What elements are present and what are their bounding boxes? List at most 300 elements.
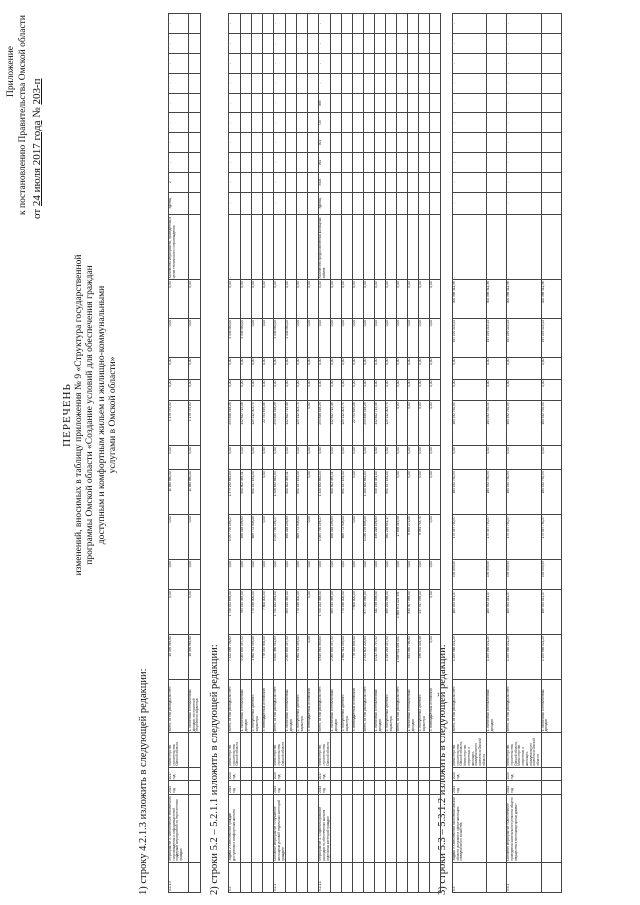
table-cell [297, 781, 308, 795]
table-cell [297, 192, 308, 214]
table-cell: - [229, 113, 241, 133]
table-cell [286, 113, 297, 133]
table-cell [241, 192, 252, 214]
table-cell [408, 192, 419, 214]
table-cell: 0,00 [342, 560, 353, 590]
table-cell: - [169, 14, 189, 34]
table-cell: 184 932 750,54 [507, 470, 541, 515]
table-cell: 830 307 988,00 [408, 590, 419, 635]
table-cell: 0,00 [453, 357, 487, 379]
table-cell [419, 794, 430, 862]
table-cell [286, 214, 297, 280]
table-cell: 2020 год [507, 767, 541, 781]
table-cell: - [229, 214, 241, 280]
table-cell: 0,00 [453, 379, 487, 401]
table-cell: 11 680 880,00 [189, 470, 201, 515]
table-cell [241, 214, 252, 280]
resolution-number: 203-п [31, 78, 43, 105]
table-cell: 139 593,55 [541, 560, 561, 590]
table-cell: 0,00 [342, 379, 353, 401]
table-cell: 129 212 003,74 [386, 401, 397, 446]
table-row [487, 14, 507, 893]
table-cell: 165 992 041,07 [453, 590, 487, 635]
table-cell [364, 73, 375, 93]
table-cell: 668 772 508,00 [297, 515, 308, 560]
table-cell [397, 733, 408, 767]
table-cell: 0,00 [274, 560, 286, 590]
table-cell [419, 172, 430, 192]
table-cell: Мероприятие 3. Обеспечение технического сопровождения и информационной поддержки мероприятий по переселению граждан [169, 794, 189, 862]
table-cell [541, 214, 561, 280]
table-cell: 179 457 750,57 [453, 515, 487, 560]
table-cell: - [274, 113, 286, 133]
table-cell: 139 593,55 [453, 560, 487, 590]
table-cell [487, 172, 507, 192]
table-cell [353, 733, 364, 767]
table-cell: 0,00 [308, 515, 319, 560]
table-cell: 0,00 [286, 280, 297, 319]
table-cell: 4 446 960,00 [274, 318, 286, 357]
table-cell: 0,00 [430, 401, 441, 446]
table-cell [397, 192, 408, 214]
table-cell: 465 250 968,00 [386, 590, 397, 635]
table-cell [263, 34, 274, 54]
table-cell: 778 432 834,00 [263, 635, 274, 680]
table-cell: 0,00 [408, 379, 419, 401]
table-cell: 0,00 [241, 446, 252, 470]
table-cell [308, 862, 319, 892]
table-cell: 1 259 966 921,29 [487, 635, 507, 680]
table-cell: 0,00 [263, 470, 274, 515]
table-cell: 0,00 [397, 470, 408, 515]
table-cell [297, 93, 308, 113]
table-cell [308, 73, 319, 93]
table-cell: 1 099 790 156,27 [274, 515, 286, 560]
table-cell: 3. внебюджетных источников [263, 680, 274, 733]
table-cell: Количество предоставленных жилищных займов [319, 214, 331, 280]
table-cell: 2 331 603 205,84 [364, 635, 375, 680]
table-cell [342, 14, 353, 34]
table-cell [430, 113, 441, 133]
table-cell: 167 059 215,24 [487, 318, 507, 357]
table-cell: 142 842 715,48 [241, 401, 252, 446]
table-cell: 1 328 632 662,04 [274, 470, 286, 515]
table-cell: 466 018 196,83 [286, 515, 297, 560]
table-cell: 179 457 750,57 [541, 515, 561, 560]
table-cell: 0,00 [169, 357, 189, 379]
table-cell [241, 172, 252, 192]
table-cell [419, 14, 430, 34]
table-cell [419, 733, 430, 767]
table-cell [353, 73, 364, 93]
table-cell [286, 34, 297, 54]
table-cell [308, 53, 319, 73]
table-cell [331, 781, 342, 795]
table-cell [308, 172, 319, 192]
table-cell: - [453, 53, 487, 73]
table-cell [342, 214, 353, 280]
table-cell: 0,00 [263, 515, 274, 560]
section-2-label: 2) строки 5.2 – 5.2.1.1 изложить в следующей редакции: [209, 644, 220, 895]
table-cell [297, 113, 308, 133]
table-cell [487, 14, 507, 34]
table-cell: 4 446 960,00 [286, 318, 297, 357]
table-cell: 1. налоговых и неналоговых доходов [286, 680, 297, 733]
table-cell: 237 517 958,00 [419, 590, 430, 635]
table-cell: 0,00 [541, 357, 561, 379]
table-cell: 0,00 [263, 446, 274, 470]
table-cell: 0,00 [169, 318, 189, 357]
table-cell: - [453, 34, 487, 54]
table-cell: 0,00 [169, 446, 189, 470]
table-cell [263, 113, 274, 133]
table-cell: 0,00 [241, 560, 252, 590]
table-cell: 0,00 [286, 357, 297, 379]
table-cell: 0,00 [252, 318, 263, 357]
table-cell: 165 992 041,07 [541, 590, 561, 635]
table-cell [408, 153, 419, 173]
section-3-label: 3) строки 5.3 – 5.3.1.2 изложить в следующей редакции: [437, 644, 448, 895]
table-cell: 0,00 [319, 560, 331, 590]
table-cell: 0,00 [430, 379, 441, 401]
table-cell [541, 862, 561, 892]
table-cell [342, 767, 353, 781]
table-cell: - [169, 133, 189, 153]
table-cell [430, 14, 441, 34]
table-cell: 300 388 311,36 [507, 280, 541, 319]
table-cell [331, 133, 342, 153]
table-cell: 0,00 [430, 515, 441, 560]
table-cell: 0,00 [319, 357, 331, 379]
table-cell [375, 14, 386, 34]
table-cell [408, 862, 419, 892]
table-cell [430, 153, 441, 173]
table-cell [430, 133, 441, 153]
table-cell [487, 214, 507, 280]
table-cell: - [453, 153, 487, 173]
table-cell [375, 733, 386, 767]
table-cell [286, 767, 297, 781]
table-cell: - [274, 93, 286, 113]
table-cell: 184 932 750,54 [487, 470, 507, 515]
table-cell: 0,00 [189, 590, 201, 635]
table-cell [397, 862, 408, 892]
table-cell [397, 781, 408, 795]
table-cell: - [507, 14, 541, 34]
table-cell: 2014 год [319, 781, 331, 795]
table-cell [331, 172, 342, 192]
table-cell [364, 214, 375, 280]
table-cell [297, 767, 308, 781]
table-cell [263, 153, 274, 173]
table-cell: 1 036 276 838,00 [364, 515, 375, 560]
table-cell: 0,00 [241, 379, 252, 401]
table-cell: 0,00 [453, 446, 487, 470]
table-cell: 411 758 998,00 [375, 590, 386, 635]
table-cell [189, 93, 201, 113]
table-cell [252, 781, 263, 795]
table-cell [297, 214, 308, 280]
table-cell [241, 113, 252, 133]
table-cell: 1 908 911 081 051 [397, 635, 408, 680]
table-cell [286, 53, 297, 73]
table-cell [189, 53, 201, 73]
title-line: ПЕРЕЧЕНЬ [61, 383, 73, 447]
table-cell: 0,00 [274, 357, 286, 379]
table-cell [487, 192, 507, 214]
table-cell: 1. налоговых и неналоговых доходов, поступлений нецелевого характера [189, 680, 201, 733]
table-cell [308, 781, 319, 795]
table-cell [375, 73, 386, 93]
table-cell [342, 794, 353, 862]
table-cell: - [169, 113, 189, 133]
table-cell: 139 593,55 [487, 560, 507, 590]
table-cell: 0,00 [419, 470, 430, 515]
table-cell [189, 192, 201, 214]
table-cell: единиц [169, 192, 189, 214]
table-cell [353, 794, 364, 862]
table-cell: 0,00 [408, 357, 419, 379]
table-cell: 0,00 [308, 446, 319, 470]
table-cell: 0,00 [252, 357, 263, 379]
table-cell: 0,00 [308, 401, 319, 446]
table-cell [189, 172, 201, 192]
table-row [397, 14, 408, 893]
table-cell: - [453, 214, 487, 280]
table-cell [189, 73, 201, 93]
table-cell: 184 932 750,54 [541, 401, 561, 446]
table-cell [364, 133, 375, 153]
table-cell [375, 34, 386, 54]
table-cell [297, 862, 308, 892]
table-cell [364, 781, 375, 795]
table-cell [331, 214, 342, 280]
table-cell: 0,00 [364, 379, 375, 401]
table-cell: 129 212 003,74 [297, 401, 308, 446]
table-cell: 0,00 [419, 560, 430, 590]
table-cell [189, 214, 201, 280]
table-cell: 0,00 [430, 470, 441, 515]
table-cell [353, 14, 364, 34]
table-cell [342, 113, 353, 133]
table-cell [408, 53, 419, 73]
table-cell: - [274, 14, 286, 34]
table-cell: - [453, 73, 487, 93]
table-cell: 139 593,55 [507, 560, 541, 590]
table-row [331, 14, 342, 893]
table-cell: Министерство строительства Омской области [274, 733, 286, 767]
table-cell: 0,00 [408, 470, 419, 515]
table-cell [386, 53, 397, 73]
table-cell [189, 733, 201, 767]
table-cell: 0,00 [252, 446, 263, 470]
table-cell [353, 781, 364, 795]
table-cell [487, 733, 507, 767]
table-cell [353, 53, 364, 73]
table-cell: 0,00 [229, 357, 241, 379]
table-cell: 2. поступлений целевого характера [419, 680, 430, 733]
table-cell [263, 214, 274, 280]
table-cell: - [507, 192, 541, 214]
table-cell: Всего, из них расходы за счет: [169, 680, 189, 733]
table-cell: 1 862 311 495,00 [252, 635, 263, 680]
table-cell: 1 320 632 662,04 [319, 470, 331, 515]
table-cell [386, 733, 397, 767]
table-cell [353, 192, 364, 214]
table-cell: 0,00 [169, 280, 189, 319]
table-cell: - [319, 53, 331, 73]
table-row [408, 14, 419, 893]
table-cell: 0,00 [375, 379, 386, 401]
table-cell [430, 781, 441, 795]
table-cell: 1 259 966 921,29 [541, 635, 561, 680]
table-cell [189, 34, 201, 54]
table-cell [353, 133, 364, 153]
table-cell: 0,00 [308, 590, 319, 635]
table-cell: 0,00 [375, 446, 386, 470]
table-cell: 963 514 469,00 [331, 590, 342, 635]
table-cell [397, 172, 408, 192]
table-cell: 0,00 [331, 379, 342, 401]
table-row [364, 14, 375, 893]
table-cell: 294 846 418,28 [364, 401, 375, 446]
table-cell: 1 178 754,00 [189, 401, 201, 446]
table-cell: 184 932 750,54 [541, 470, 561, 515]
table-cell: 0,00 [169, 515, 189, 560]
table-cell: 770 446 000,00 [252, 590, 263, 635]
table-cell: 1 373 232 662,04 [229, 470, 241, 515]
table-cell [375, 781, 386, 795]
table-cell: 294 846 418,28 [274, 401, 286, 446]
table-cell: 725 [319, 113, 331, 133]
table-cell [353, 153, 364, 173]
table-cell [286, 781, 297, 795]
table-cell [286, 93, 297, 113]
table-cell [408, 214, 419, 280]
table-cell: - [507, 214, 541, 280]
table-cell: 885 [319, 93, 331, 113]
table-cell: 0,00 [169, 590, 189, 635]
table-cell: 179 457 750,57 [487, 515, 507, 560]
table-cell: - [507, 34, 541, 54]
table-cell: 0,00 [353, 515, 364, 560]
table-cell [397, 53, 408, 73]
table-cell [430, 794, 441, 862]
table-cell [408, 172, 419, 192]
table-cell [286, 153, 297, 173]
table-cell: 2017 год [169, 767, 189, 781]
table-cell: 466 018 196,83 [331, 515, 342, 560]
table-cell [419, 113, 430, 133]
table-row [353, 14, 364, 893]
table-cell [364, 93, 375, 113]
table-cell: - [274, 53, 286, 73]
table-cell [241, 14, 252, 34]
table-cell [342, 192, 353, 214]
table-cell: 0,00 [487, 446, 507, 470]
table-cell: Всего, из них расходы за счет: [319, 680, 331, 733]
table-cell [397, 73, 408, 93]
table-cell: 2 069 839 457,92 [331, 635, 342, 680]
table-cell [541, 14, 561, 34]
section-1-table [168, 13, 201, 893]
table-cell: 4 446 960,00 [241, 318, 252, 357]
section-1-label: 1) строку 4.2.1.3 изложить в следующей редакции: [138, 668, 149, 895]
table-cell [252, 133, 263, 153]
table-cell [375, 794, 386, 862]
table-cell [342, 172, 353, 192]
table-cell [297, 53, 308, 73]
table-cell: 0,00 [331, 280, 342, 319]
table-cell [419, 73, 430, 93]
table-row [286, 14, 297, 893]
table-cell [189, 781, 201, 795]
table-cell: 5.2.1.1 [319, 862, 331, 892]
table-cell: 1 178 754,00 [169, 401, 189, 446]
table-cell [342, 133, 353, 153]
table-cell [241, 781, 252, 795]
table-cell [386, 781, 397, 795]
table-cell: 0,00 [229, 560, 241, 590]
table-cell: 0,00 [229, 280, 241, 319]
table-cell [375, 214, 386, 280]
table-cell: 961 [319, 153, 331, 173]
table-cell: - [274, 34, 286, 54]
table-cell: - [274, 172, 286, 192]
table-cell [308, 192, 319, 214]
table-cell [430, 73, 441, 93]
table-cell [375, 133, 386, 153]
table-cell [386, 794, 397, 862]
table-cell: 0,00 [169, 379, 189, 401]
table-cell [375, 862, 386, 892]
table-cell: - [229, 133, 241, 153]
table-cell [342, 34, 353, 54]
table-cell [430, 93, 441, 113]
table-cell: Министерство строительства Омской области [169, 733, 189, 767]
table-cell: 466 018 196,83 [241, 515, 252, 560]
table-cell [331, 93, 342, 113]
table-cell: 0,00 [308, 635, 319, 680]
table-cell: - [274, 73, 286, 93]
table-cell: 901 [319, 133, 331, 153]
table-cell: 1 862 311 495,00 [342, 635, 353, 680]
table-cell: 5.3.1 [507, 862, 541, 892]
table-cell: 179 457 750,57 [507, 515, 541, 560]
table-cell: 1. налоговых и неналоговых доходов [487, 680, 507, 733]
table-cell [286, 733, 297, 767]
table-cell [487, 767, 507, 781]
table-cell [331, 113, 342, 133]
table-cell: 18 356 364,80 [169, 635, 189, 680]
table-cell [353, 113, 364, 133]
table-cell: 0,00 [319, 379, 331, 401]
table-cell: 0,00 [353, 560, 364, 590]
table-cell: 5.3 [453, 862, 487, 892]
table-cell [263, 781, 274, 795]
table-cell: 651 447 181,00 [386, 470, 397, 515]
table-cell: - [229, 14, 241, 34]
title-line: доступным и комфортным жильем и жилищно-коммунальными [96, 285, 107, 545]
table-cell: 0,00 [229, 379, 241, 401]
table-cell [487, 862, 507, 892]
table-cell [386, 113, 397, 133]
table-cell [397, 34, 408, 54]
table-cell [419, 192, 430, 214]
table-cell: - [507, 172, 541, 192]
table-cell: 1 744 222 468,00 [319, 590, 331, 635]
table-cell [364, 14, 375, 34]
